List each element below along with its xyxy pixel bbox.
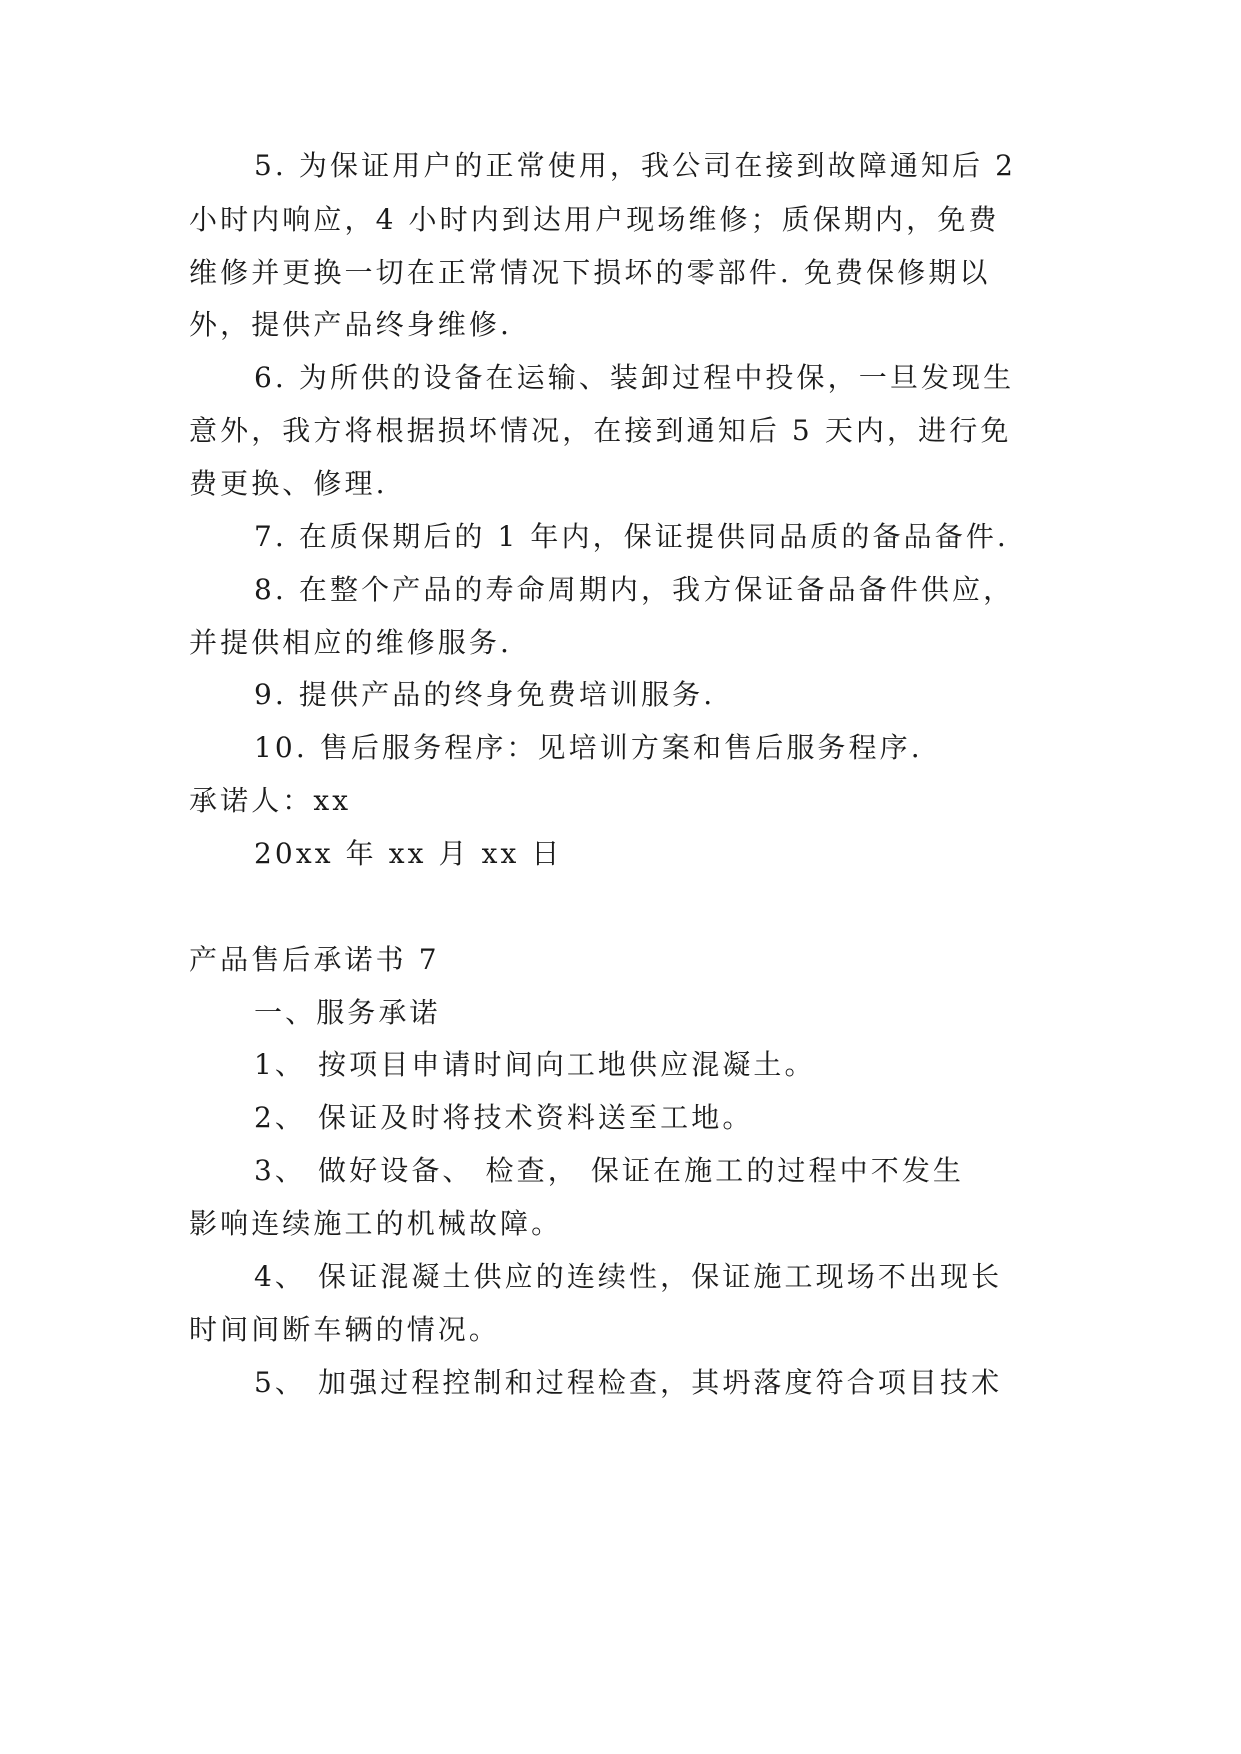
- item-8-line-2: 并提供相应的维修服务.: [189, 626, 513, 659]
- item-5-line-4: 外，提供产品终身维修.: [189, 308, 513, 341]
- promisor-signature: 承诺人：xx: [189, 784, 352, 817]
- item-5-line-2: 小时内响应，4 小时内到达用户现场维修；质保期内，免费: [189, 203, 1000, 236]
- item-8-line-1: 8. 在整个产品的寿命周期内，我方保证备品备件供应，: [254, 573, 1015, 606]
- item-5-line-1: 5. 为保证用户的正常使用，我公司在接到故障通知后 2: [254, 149, 1017, 182]
- commitment-item-5: 5、 加强过程控制和过程检查，其坍落度符合项目技术: [254, 1366, 1003, 1399]
- item-9: 9. 提供产品的终身免费培训服务.: [254, 678, 716, 711]
- item-6-line-3: 费更换、修理.: [189, 467, 388, 500]
- item-10: 10. 售后服务程序：见培训方案和售后服务程序.: [254, 731, 923, 764]
- service-commitment-heading: 一、服务承诺: [254, 996, 441, 1029]
- commitment-item-3-line-1: 3、 做好设备、 检查， 保证在施工的过程中不发生: [254, 1154, 965, 1187]
- item-6-line-2: 意外，我方将根据损坏情况，在接到通知后 5 天内，进行免: [189, 414, 1012, 447]
- date-line: 20xx 年 xx 月 xx 日: [254, 837, 563, 870]
- commitment-item-3-line-2: 影响连续施工的机械故障。: [189, 1207, 563, 1240]
- commitment-item-1: 1、 按项目申请时间向工地供应混凝土。: [254, 1048, 816, 1081]
- commitment-item-2: 2、 保证及时将技术资料送至工地。: [254, 1101, 754, 1134]
- item-7: 7. 在质保期后的 1 年内，保证提供同品质的备品备件.: [254, 520, 1009, 553]
- commitment-item-4-line-2: 时间间断车辆的情况。: [189, 1313, 501, 1346]
- item-6-line-1: 6. 为所供的设备在运输、装卸过程中投保，一旦发现生: [254, 361, 1015, 394]
- section-title: 产品售后承诺书 7: [189, 943, 440, 976]
- item-5-line-3: 维修并更换一切在正常情况下损坏的零部件. 免费保修期以: [189, 256, 991, 289]
- commitment-item-4-line-1: 4、 保证混凝土供应的连续性，保证施工现场不出现长: [254, 1260, 1003, 1293]
